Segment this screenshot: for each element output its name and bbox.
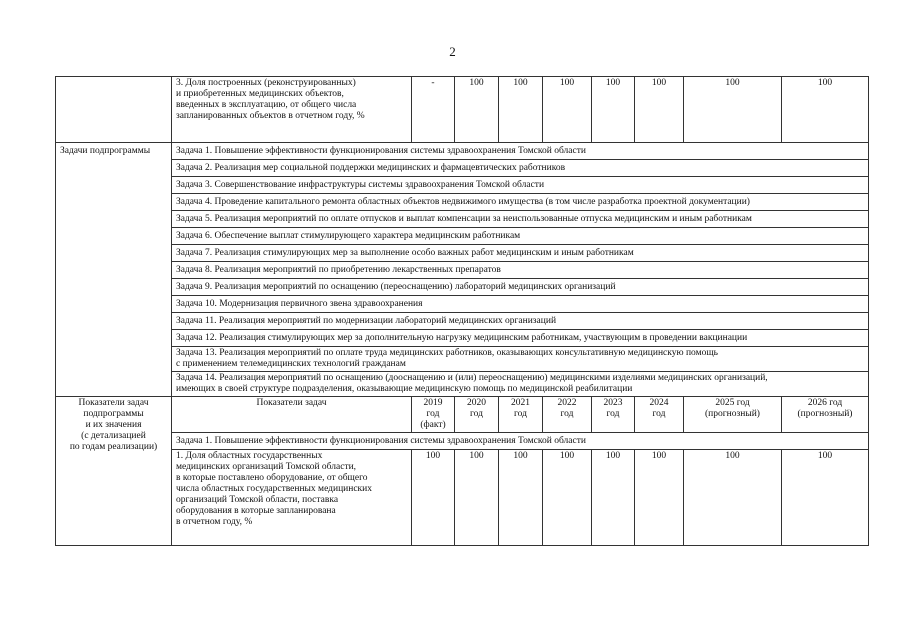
table-row (56, 433, 869, 450)
value-cell: 100 (782, 77, 869, 143)
indicator-text: 1. Доля областных государственных медицинских организаций Томской области, в которые поставлено оборудование, от общего числа областных государственных медицинских организаций Томской области, поставка оборудования в которые запланирована в отчетном году, % (172, 450, 412, 546)
task-item: Задача 11. Реализация мероприятий по модернизации лабораторий медицинских организаций (172, 313, 869, 330)
tasks-label: Задачи подпрограммы (56, 143, 172, 397)
task-item: Задача 2. Реализация мер социальной поддержки медицинских и фармацевтических работников (172, 160, 869, 177)
task-item: Задача 6. Обеспечение выплат стимулирующего характера медицинским работникам (172, 228, 869, 245)
table-row (56, 211, 869, 228)
table-row (56, 160, 869, 177)
table-row (56, 143, 869, 160)
table-row (56, 194, 869, 211)
table-row (56, 450, 869, 546)
column-header: 2021 год (499, 397, 543, 433)
value-cell: 100 (635, 77, 684, 143)
column-header: 2020 год (455, 397, 499, 433)
table-row (56, 372, 869, 397)
table-row (56, 245, 869, 262)
task-item: Задача 1. Повышение эффективности функционирования системы здравоохранения Томской области (172, 143, 869, 160)
column-header: Показатели задач (172, 397, 412, 433)
value-cell: 100 (499, 77, 543, 143)
task-item: Задача 1. Повышение эффективности функционирования системы здравоохранения Томской области (172, 433, 869, 450)
table-row (56, 228, 869, 245)
indicators-label: Показатели задач подпрограммы и их значения (с детализацией по годам реализации) (56, 397, 172, 546)
table-row (56, 330, 869, 347)
column-header: 2023 год (592, 397, 635, 433)
table-row (56, 177, 869, 194)
value-cell: 100 (499, 450, 543, 546)
value-cell: 100 (782, 450, 869, 546)
value-cell: - (412, 77, 455, 143)
table-row (56, 262, 869, 279)
table-row (56, 313, 869, 330)
task-item: Задача 3. Совершенствование инфраструктуры системы здравоохранения Томской области (172, 177, 869, 194)
task-item: Задача 8. Реализация мероприятий по приобретению лекарственных препаратов (172, 262, 869, 279)
empty-label-cell (56, 77, 172, 143)
page-number: 2 (449, 44, 456, 59)
task-item: Задача 13. Реализация мероприятий по оплате труда медицинских работников, оказывающих консультативную медицинскую помощь с применением телемедицинских технологий гражданам (172, 347, 869, 372)
value-cell: 100 (635, 450, 684, 546)
task-item: Задача 12. Реализация стимулирующих мер за дополнительную нагрузку медицинским работникам, участвующим в проведении вакцинации (172, 330, 869, 347)
column-header: 2024 год (635, 397, 684, 433)
table-row (56, 347, 869, 372)
task-item: Задача 7. Реализация стимулирующих мер за выполнение особо важных работ медицинским и иным работникам (172, 245, 869, 262)
program-table (55, 76, 869, 546)
column-header: 2026 год (прогнозный) (782, 397, 869, 433)
table-row (56, 279, 869, 296)
column-header: 2019 год (факт) (412, 397, 455, 433)
indicator-text: 3. Доля построенных (реконструированных) и приобретенных медицинских объектов, введенных в эксплуатацию, от общего числа запланированных объектов в отчетном году, % (172, 77, 412, 143)
column-header: 2022 год (543, 397, 592, 433)
column-header: 2025 год (прогнозный) (684, 397, 782, 433)
value-cell: 100 (684, 77, 782, 143)
table-row (56, 77, 869, 143)
task-item: Задача 14. Реализация мероприятий по оснащению (дооснащению и (или) переоснащению) медицинскими изделиями медицинских организаций, имеющих в своей структуре подразделения, оказывающие медицинскую помощь по медицинской реабилитации (172, 372, 869, 397)
value-cell: 100 (412, 450, 455, 546)
task-item: Задача 4. Проведение капитального ремонта областных объектов недвижимого имущества (в том числе разработка проектной документации) (172, 194, 869, 211)
value-cell: 100 (543, 77, 592, 143)
value-cell: 100 (684, 450, 782, 546)
value-cell: 100 (592, 77, 635, 143)
value-cell: 100 (592, 450, 635, 546)
value-cell: 100 (455, 77, 499, 143)
task-item: Задача 10. Модернизация первичного звена здравоохранения (172, 296, 869, 313)
value-cell: 100 (455, 450, 499, 546)
task-item: Задача 5. Реализация мероприятий по оплате отпусков и выплат компенсации за неиспользованные отпуска медицинским и иным работникам (172, 211, 869, 228)
value-cell: 100 (543, 450, 592, 546)
task-item: Задача 9. Реализация мероприятий по оснащению (переоснащению) лабораторий медицинских организаций (172, 279, 869, 296)
table-row (56, 296, 869, 313)
table-header-row (56, 397, 869, 433)
